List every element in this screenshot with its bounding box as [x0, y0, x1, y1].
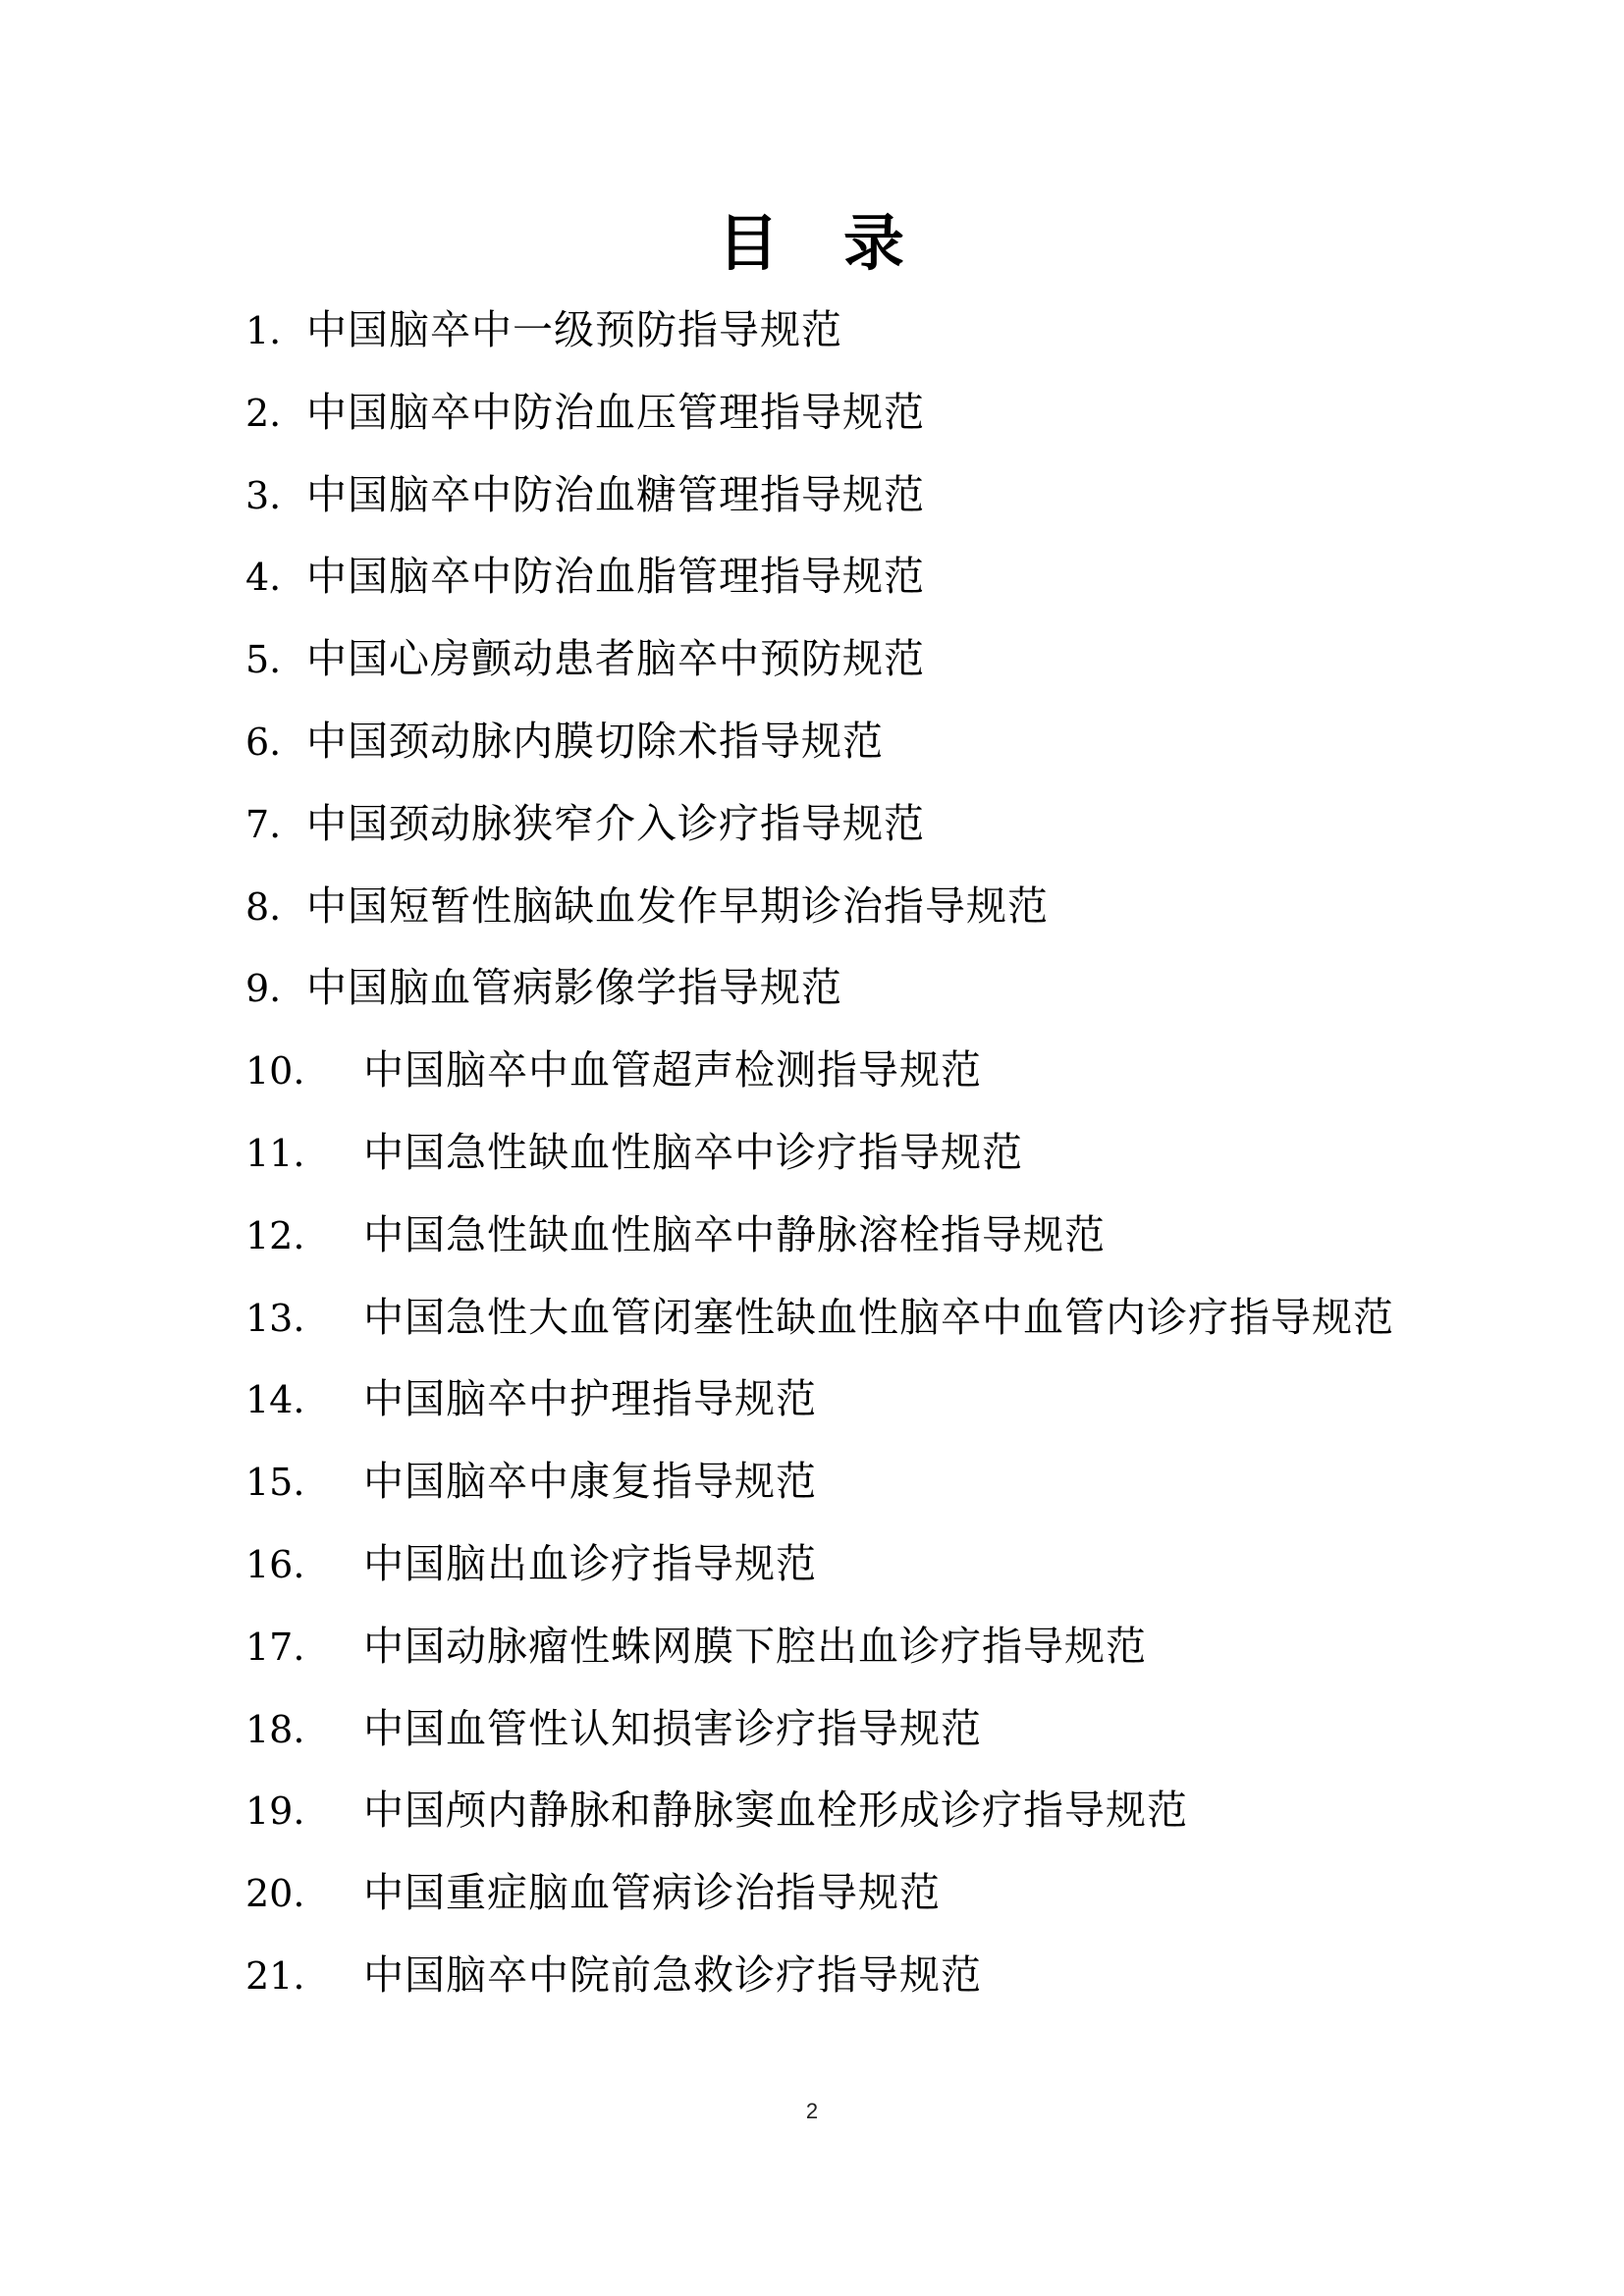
- toc-entry-number: 4.: [245, 556, 282, 600]
- toc-entry-number: 6.: [245, 720, 282, 764]
- toc-entry-title: 中国颅内静脉和静脉窦血栓形成诊疗指导规范: [363, 1787, 1188, 1835]
- toc-entry-title: 中国脑卒中血管超声检测指导规范: [363, 1046, 982, 1095]
- toc-entry: [245, 1528, 1522, 1611]
- toc-entry: [245, 1446, 1522, 1528]
- toc-entry: [245, 1857, 1522, 1940]
- toc-entry-number: 15.: [245, 1461, 305, 1505]
- toc-entry-title: 中国短暂性脑缺血发作早期诊治指导规范: [306, 881, 1049, 930]
- toc-entry-title: 中国脑血管病影像学指导规范: [306, 964, 842, 1012]
- toc-entry-title: 中国动脉瘤性蛛网膜下腔出血诊疗指导规范: [363, 1622, 1147, 1670]
- toc-entry-title: 中国脑卒中防治血脂管理指导规范: [306, 553, 925, 601]
- toc-entry-title: 中国脑卒中防治血压管理指导规范: [306, 388, 925, 436]
- toc-entry-title: 中国颈动脉内膜切除术指导规范: [306, 717, 884, 765]
- toc-entry-title: 中国血管性认知损害诊疗指导规范: [363, 1704, 982, 1752]
- toc-entry-title: 中国脑出血诊疗指导规范: [363, 1539, 817, 1587]
- toc-entry-number: 12.: [245, 1213, 305, 1257]
- toc-entry-number: 16.: [245, 1542, 305, 1586]
- toc-entry: [245, 1775, 1522, 1857]
- toc-entry: [245, 1035, 1522, 1117]
- toc-entry: [245, 1282, 1522, 1364]
- toc-entry-number: 5.: [245, 638, 282, 682]
- toc-entry-title: 中国重症脑血管病诊治指导规范: [363, 1869, 941, 1917]
- toc-entry-number: 10.: [245, 1049, 305, 1094]
- toc-entry: [245, 294, 1522, 377]
- toc-entry-title: 中国脑卒中护理指导规范: [363, 1375, 817, 1423]
- toc-entry: [245, 706, 1522, 788]
- toc-entry-title: 中国脑卒中防治血糖管理指导规范: [306, 470, 925, 518]
- toc-entry: [245, 1611, 1522, 1693]
- toc-entry-number: 13.: [245, 1296, 305, 1340]
- toc-entry-title: 中国急性缺血性脑卒中静脉溶栓指导规范: [363, 1210, 1106, 1258]
- toc-entry-number: 18.: [245, 1707, 305, 1751]
- toc-entry-title: 中国颈动脉狭窄介入诊疗指导规范: [306, 799, 925, 847]
- toc-entry-number: 21.: [245, 1953, 305, 1998]
- toc-entry-number: 11.: [245, 1131, 305, 1175]
- toc-entry: [245, 459, 1522, 542]
- toc-entry: [245, 871, 1522, 953]
- toc-entry-number: 8.: [245, 884, 282, 929]
- toc-entry: [245, 788, 1522, 871]
- toc-entry: [245, 1693, 1522, 1776]
- toc-entry-number: 19.: [245, 1789, 305, 1834]
- toc-entry: [245, 623, 1522, 706]
- toc-entry-number: 2.: [245, 391, 282, 435]
- toc-entry-number: 20.: [245, 1872, 305, 1916]
- toc-entry: [245, 1940, 1522, 2022]
- toc-entry-number: 1.: [245, 309, 282, 352]
- toc-entry: [245, 952, 1522, 1035]
- toc-entry-title: 中国心房颤动患者脑卒中预防规范: [306, 635, 925, 683]
- toc-entry: [245, 541, 1522, 623]
- toc-entry-number: 9.: [245, 967, 282, 1011]
- toc-entry-title: 中国脑卒中院前急救诊疗指导规范: [363, 1950, 982, 1999]
- page-number: 2: [805, 2099, 819, 2123]
- toc-entry: [245, 1363, 1522, 1446]
- toc-entry-number: 7.: [245, 802, 282, 846]
- toc-entry-title: 中国脑卒中一级预防指导规范: [306, 306, 842, 353]
- toc-entry-title: 中国脑卒中康复指导规范: [363, 1458, 817, 1506]
- toc-entry-title: 中国急性大血管闭塞性缺血性脑卒中血管内诊疗指导规范: [363, 1293, 1394, 1341]
- page-title: 目 录: [717, 207, 906, 279]
- toc-entry-number: 17.: [245, 1625, 305, 1669]
- toc-entry: [245, 377, 1522, 459]
- toc-entry-number: 14.: [245, 1378, 305, 1422]
- toc-entry-title: 中国急性缺血性脑卒中诊疗指导规范: [363, 1128, 1023, 1176]
- table-of-contents: [245, 294, 1522, 2022]
- toc-entry-number: 3.: [245, 473, 282, 517]
- toc-entry: [245, 1200, 1522, 1282]
- toc-entry: [245, 1117, 1522, 1200]
